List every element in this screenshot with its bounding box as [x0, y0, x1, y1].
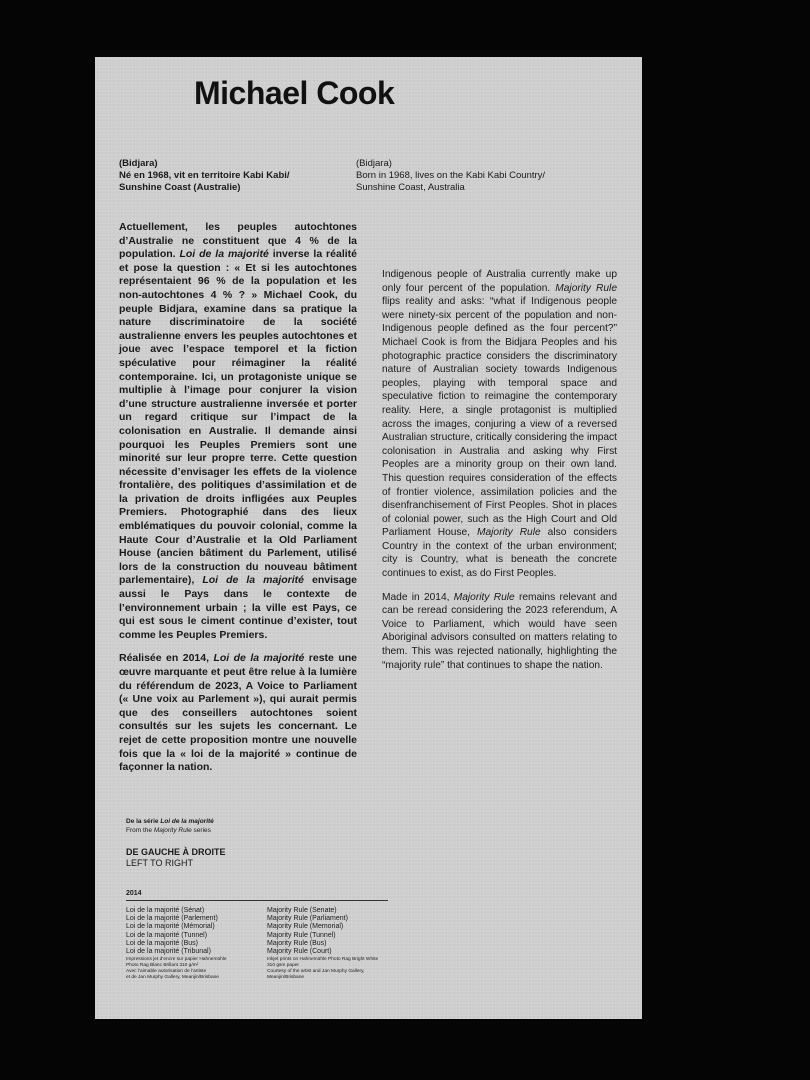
- work-title: Loi de la majorité (Parlement): [126, 915, 218, 923]
- technique-english: [267, 957, 407, 981]
- text-run: series: [191, 827, 211, 834]
- technique-french: [126, 957, 251, 981]
- technique-line: Photo Rag Blanc Brillant 310 g/m²: [126, 963, 199, 969]
- english-paragraph-1: [382, 268, 617, 581]
- bio-line: Né en 1968, vit en territoire Kabi Kabi/: [119, 170, 290, 181]
- artist-bio-english: [356, 158, 586, 194]
- bio-line: Sunshine Coast (Australie): [119, 182, 241, 193]
- technique-line: Courtesy of the artist and Jan Murphy Gallery,: [267, 969, 365, 975]
- exhibition-label-panel: [95, 57, 642, 1019]
- italic-title-run: Loi de la majorité: [202, 574, 305, 587]
- works-list-french: [126, 907, 251, 981]
- text-run: also considers Country in the context of the urban environment; city is Country, what is beneath the concrete continues to exist, as do First Peoples.: [382, 527, 617, 580]
- work-title: Loi de la majorité (Bus): [126, 939, 198, 947]
- text-run: Indigenous people of Australia currently make up only four percent of the population.: [382, 269, 617, 294]
- text-run: flips reality and asks: “what if Indigenous people were ninety-six percent of the population and non-Indigenous people defined as the four percent?” Michael Cook is from the Bidjara Peoples and his photographic practice considers the discriminatory nature of Australian society towards Indigenous peoples, playing with temporal space and speculative fiction to reimagine the contemporary reality. Here, a single protagonist is multiplied across the images, conjuring a view of a reversed Australian structure, critically considering the impact colonisation in Australia and asking why First Peoples are a minority group on their own land. This question requires consideration of the effects of frontier violence, assimilation policies and the disenfranchisement of First Peoples. Shot in places of colonial power, such as the High Court and Old Parliament House,: [382, 296, 617, 539]
- text-run: reste une œuvre marquante et peut être relue à la lumière du référendum de 2023, A Voice to Parliament (« Une voix au Parlement »), qui aurait permis que des conseillers autochtones soient consultés sur les sujets les concernant. Le rejet de cette proposition montre une nouvelle fois que la « loi de la majorité » continue de façonner la nation.: [119, 652, 357, 774]
- work-title: Majority Rule (Tunnel): [267, 931, 336, 939]
- bio-line: (Bidjara): [356, 158, 392, 169]
- work-title: Loi de la majorité (Tribunal): [126, 948, 211, 956]
- technique-line: Inkjet prints on Hahnemühle Photo Rag Bright White: [267, 957, 379, 963]
- italic-title-run: Loi de la majorité: [179, 248, 269, 261]
- italic-title-run: Majority Rule: [477, 527, 541, 539]
- series-credits: [126, 817, 426, 869]
- text-run: From the: [126, 827, 154, 834]
- series-caption-english: [126, 826, 426, 835]
- technique-line: et de Jan Murphy Gallery, Meanjin/Brisbane: [126, 975, 219, 981]
- text-run: Actuellement, les peuples autochtones d’Australie ne constituent que 4 % de la population.: [119, 221, 357, 261]
- text-run: De la série: [126, 818, 161, 825]
- direction-french: DE GAUCHE À DROITE: [126, 847, 226, 857]
- italic-title-run: Majority Rule: [153, 827, 192, 834]
- work-title: Majority Rule (Parliament): [267, 915, 348, 923]
- english-paragraph-2: [382, 591, 617, 673]
- italic-title-run: Loi de la majorité: [213, 652, 305, 665]
- bio-line: Born in 1968, lives on the Kabi Kabi Country/: [356, 170, 546, 181]
- italic-title-run: Majority Rule: [555, 282, 617, 294]
- artist-name-title: Michael Cook: [194, 75, 395, 111]
- work-title: Loi de la majorité (Tunnel): [126, 931, 208, 939]
- work-title: Majority Rule (Senate): [267, 907, 337, 914]
- text-run: Made in 2014,: [382, 591, 454, 603]
- french-paragraph-1: [119, 221, 357, 642]
- work-title: Majority Rule (Bus): [267, 939, 327, 947]
- bio-line: Sunshine Coast, Australia: [356, 182, 465, 193]
- work-title: Loi de la majorité (Sénat): [126, 907, 205, 914]
- technique-line: Avec l’aimable autorisation de l’artiste: [126, 969, 207, 975]
- italic-title-run: Majority Rule: [453, 591, 515, 603]
- technique-line: Impressions jet d’encre sur papier Hahnemühle: [126, 957, 227, 963]
- work-title: Majority Rule (Court): [267, 948, 332, 956]
- bio-line: (Bidjara): [119, 158, 158, 169]
- artist-bio-french: [119, 158, 339, 194]
- year-label: 2014: [126, 890, 142, 897]
- direction-english: LEFT TO RIGHT: [126, 858, 194, 868]
- year-header: [126, 890, 388, 901]
- work-title: Loi de la majorité (Mémorial): [126, 923, 215, 931]
- works-list-english: [267, 907, 407, 981]
- italic-title-run: Loi de la majorité: [160, 818, 214, 825]
- work-title: Majority Rule (Memorial): [267, 923, 344, 931]
- technique-line: Meanjin/Brisbane: [267, 975, 305, 981]
- text-run: remains relevant and can be reread considering the 2023 referendum, A Voice to Parliament, which would have seen Aboriginal advisors consulted on matters relating to them. This was rejected nationally, highlighting the “majority rule” that continues to shape the nation.: [382, 591, 617, 671]
- divider-line: [126, 900, 388, 901]
- text-run: envisage aussi le Pays dans le contexte de l’environnement urbain ; la ville est Pays, ce qui est sous le ciment continue d’exister, tout comme les Peuples Premiers.: [119, 574, 357, 641]
- text-run: inverse la réalité et pose la question : « Et si les autochtones représentaient 96 % de la population et les non-autochtones 4 % ? » Michael Cook, du peuple Bidjara, examine dans sa pratique la nature discriminatoire de la société australienne envers les peuples autochtones et joue avec l’espace temporel et la fiction spéculative pour réimaginer la réalité contemporaine. Ici, un protagoniste unique se multiplie à l’image pour conjurer la vision d’une structure australienne inversée et porter un regard critique sur l’impact de la colonisation en Australie. Il demande ainsi pourquoi les Peuples Premiers sont une minorité sur leur propre terre. Cette question nécessite d’envisager les effets de la violence frontalière, des politiques d’assimilation et de la privation de droits infligées aux Peuples Premiers. Photographié dans des lieux emblématiques du pouvoir colonial, comme la Haute Cour d’Australie et la Old Parliament House (ancien bâtiment du Parlement, utilisé lors de la construction du nouveau bâtiment parlementaire),: [119, 248, 357, 587]
- technique-line: 310 gsm paper: [267, 963, 299, 969]
- french-description: [119, 221, 357, 785]
- english-description: [382, 268, 617, 682]
- text-run: Réalisée en 2014,: [119, 652, 214, 665]
- french-paragraph-2: [119, 652, 357, 774]
- series-caption-french: [126, 817, 426, 826]
